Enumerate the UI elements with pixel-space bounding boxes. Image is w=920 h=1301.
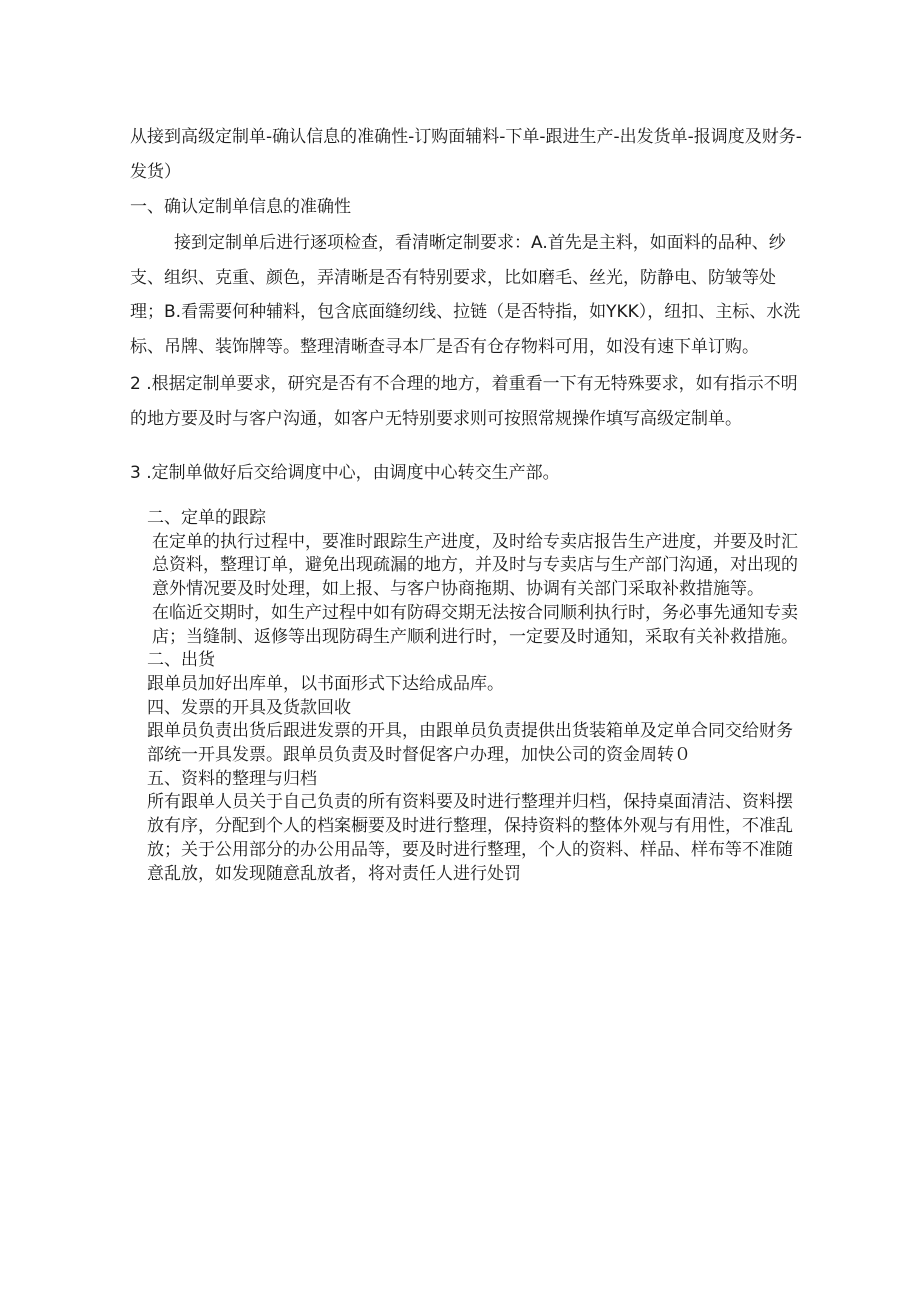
numbered-item-3: 3 .定制单做好后交给调度中心，由调度中心转交生产部。 xyxy=(130,463,560,483)
section-heading-confirm: 一、确认定制单信息的准确性 xyxy=(130,197,351,217)
section-heading-invoice: 四、发票的开具及货款回收 xyxy=(147,697,351,718)
section-heading-archiving: 五、资料的整理与归档 xyxy=(147,768,317,789)
section-heading-shipping: 二、出货 xyxy=(147,650,215,671)
paragraph-delivery-delay: 在临近交期时，如生产过程中如有防碍交期无法按合同顺利执行时，务必事先通知专卖店；当缝制、返修等出现防碍生产顺利进行时，一定要及时通知，采取有关补救措施。 xyxy=(152,602,798,647)
follow-up-sections xyxy=(147,507,807,886)
paragraph-tracking: 在定单的执行过程中，要准时跟踪生产进度，及时给专卖店报告生产进度，并要及时汇总资料，整理订单，避免出现疏漏的地方，并及时与专卖店与生产部门沟通，对出现的意外情况要及时处理，如上报、与客户协商拖期、协调有关部门采取补救措施等。 xyxy=(152,531,798,600)
section-heading-tracking: 二、定单的跟踪 xyxy=(147,508,266,528)
paragraph-shipping: 跟单员加好出库单，以书面形式下达给成品库。 xyxy=(147,673,504,694)
process-intro: 从接到高级定制单-确认信息的准确性-订购面辅料-下单-跟进生产-出发货单-报调度及财务-发货） xyxy=(130,127,802,182)
paragraph-archiving: 所有跟单人员关于自己负责的所有资料要及时进行整理并归档，保持桌面清洁、资料摆放有序，分配到个人的档案橱要及时进行整理，保持资料的整体外观与有用性，不准乱放；关于公用部分的办公用品等，要及时进行整理，个人的资料、样品、样布等不准随意乱放，如发现随意乱放者，将对责任人进行处罚 xyxy=(147,792,793,884)
paragraph-check-order: 接到定制单后进行逐项检查，看清晰定制要求：A.首先是主料，如面料的品种、纱支、组织、克重、颜色，弄清晰是否有特别要求，比如磨毛、丝光，防静电、防皱等处理；B.看需要何种辅料，包含底面缝纫线、拉链（是否特指，如YKK），纽扣、主标、水洗标、吊牌、装饰牌等。整理清晰查寻本厂是否有仓存物料可用，如没有速下单订购。 xyxy=(130,233,801,357)
paragraph-invoice: 跟单员负责出货后跟进发票的开具，由跟单员负责提供出货装箱单及定单合同交给财务部统一开具发票。跟单员负责及时督促客户办理，加快公司的资金周转０ xyxy=(147,721,793,766)
numbered-item-2: 2 .根据定制单要求，研究是否有不合理的地方，着重看一下有无特殊要求，如有指示不明的地方要及时与客户沟通，如客户无特别要求则可按照常规操作填写高级定制单。 xyxy=(130,374,798,429)
